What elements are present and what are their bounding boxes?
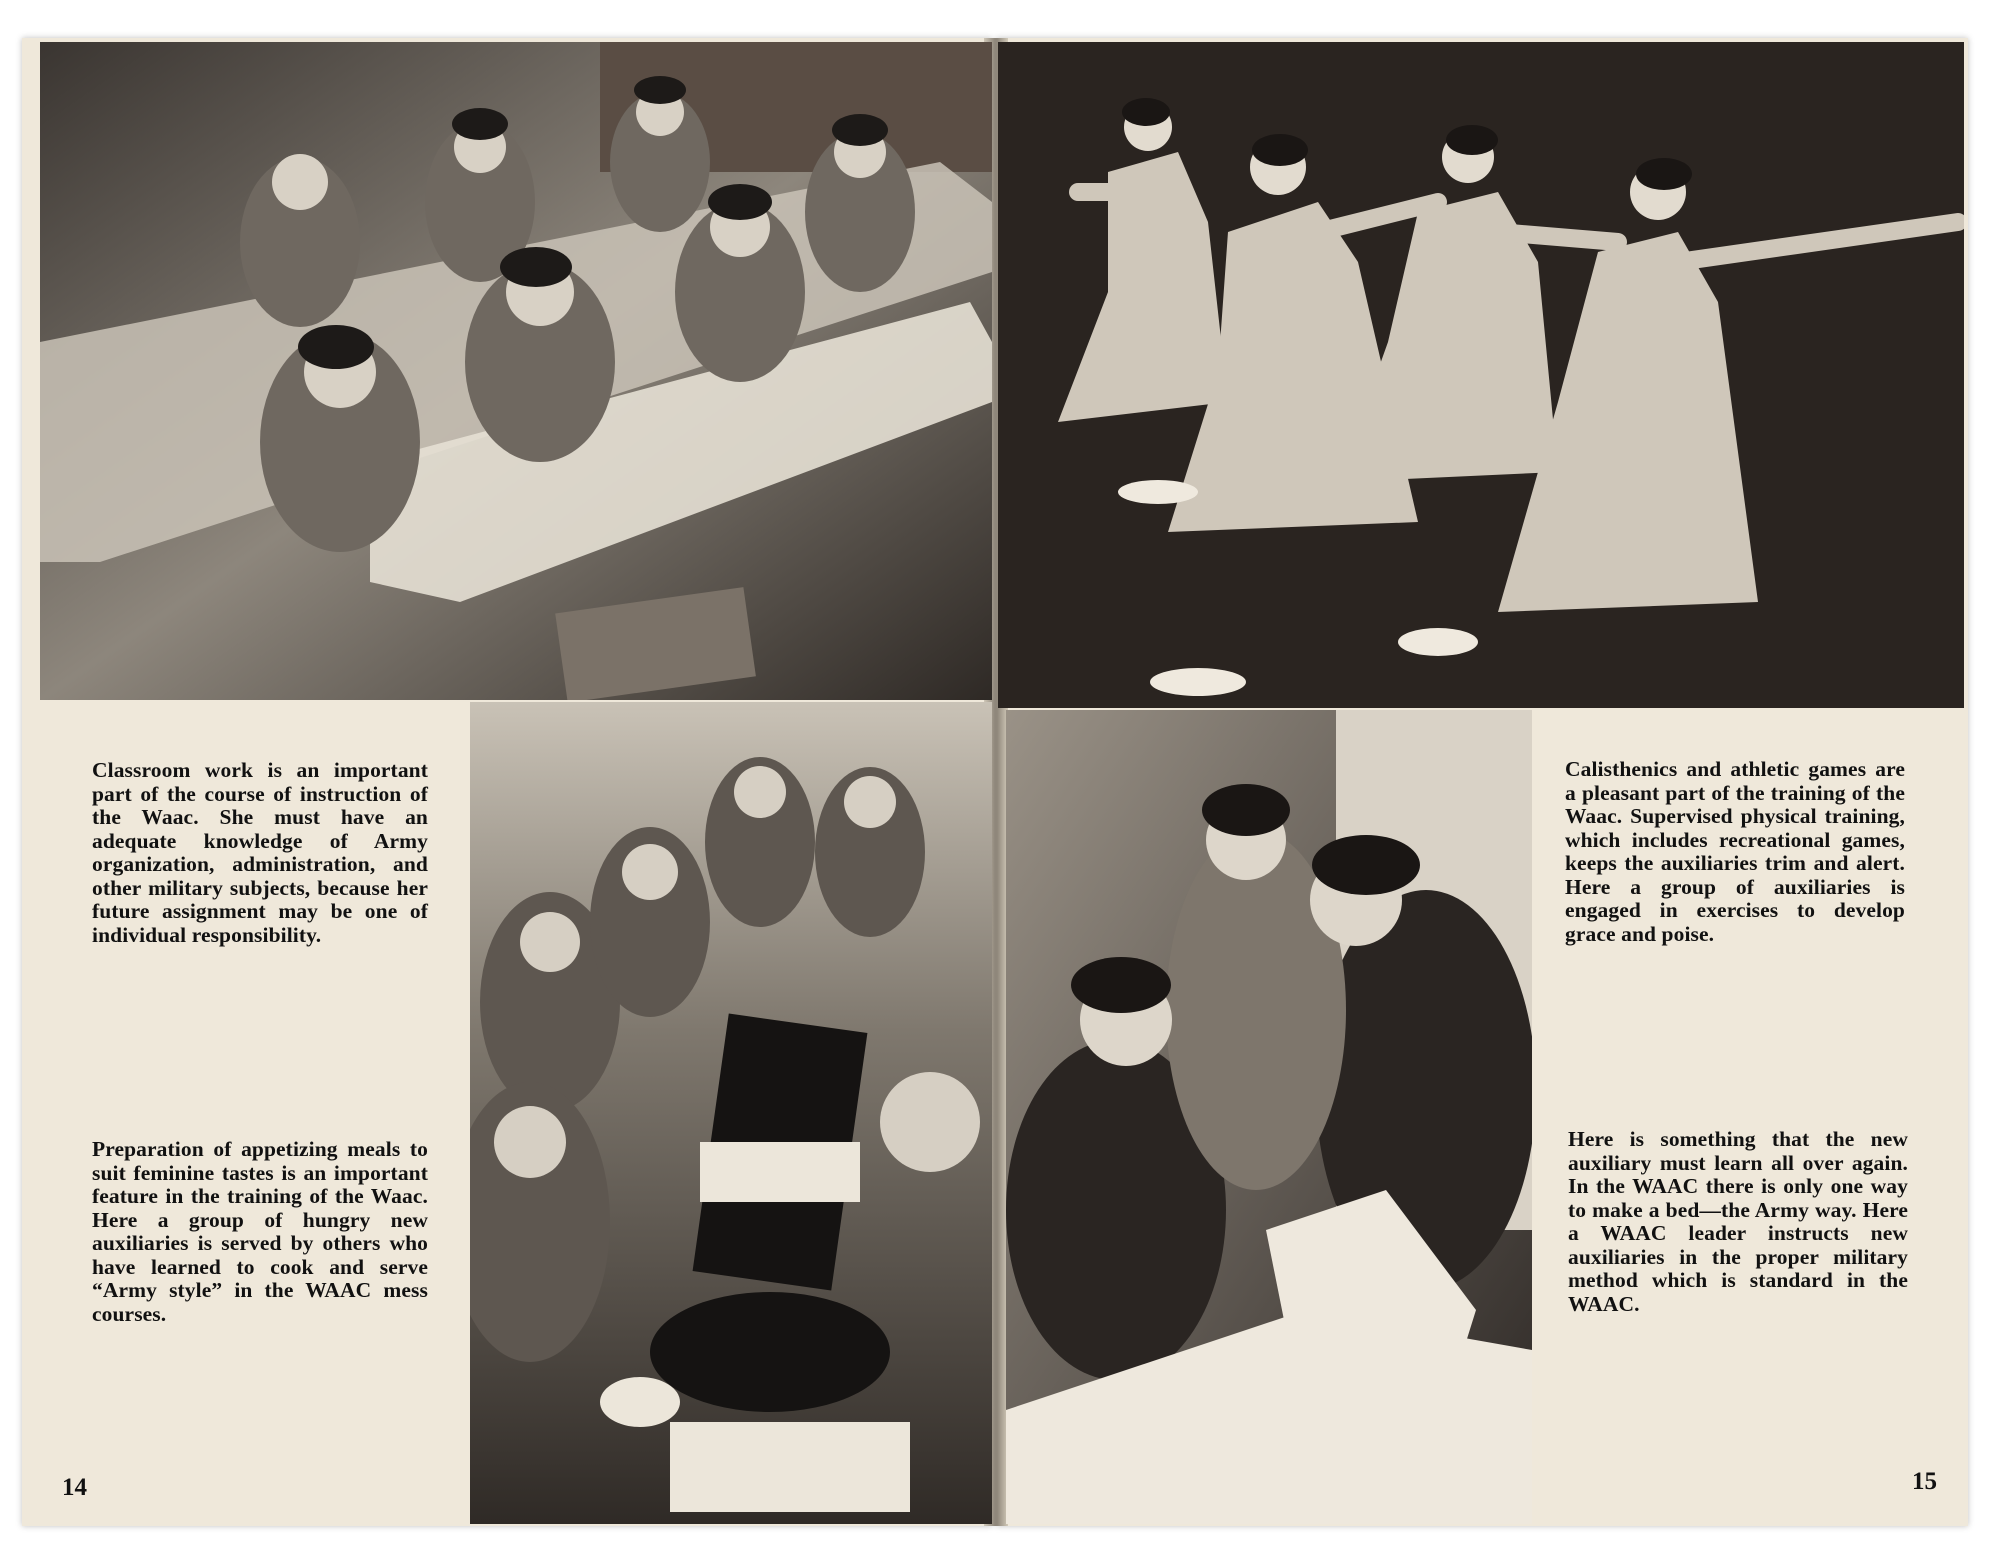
mess-hall-photo bbox=[470, 702, 992, 1524]
page-number-left: 14 bbox=[62, 1474, 87, 1501]
classroom-caption: Classroom work is an important part of the course of instruction of the Waac. She must have an adequate knowledge of Army organization, administration, and other military subjects, because her future assignment may be one of individual responsibility. bbox=[92, 758, 428, 947]
classroom-photo bbox=[40, 42, 992, 700]
bed-making-photo bbox=[1006, 710, 1532, 1524]
calisthenics-caption: Calisthenics and athletic games are a pleasant part of the training of the Waac. Supervised physical training, which includes recreational games, keeps the auxiliaries trim and alert. Here a group of auxiliaries is engaged in exercises to develop grace and poise. bbox=[1565, 757, 1905, 946]
meals-caption: Preparation of appetizing meals to suit feminine tastes is an important feature in the training of the Waac. Here a group of hungry new auxiliaries is served by others who have learned to cook and serve “Army style” in the WAAC mess courses. bbox=[92, 1137, 428, 1326]
bed-making-caption: Here is something that the new auxiliary must learn all over again. In the WAAC there is only one way to make a bed—the Army way. Here a WAAC leader instructs new auxiliaries in the proper military method which is standard in the WAAC. bbox=[1568, 1127, 1908, 1316]
calisthenics-photo bbox=[998, 42, 1964, 708]
page-number-right: 15 bbox=[1912, 1468, 1937, 1495]
